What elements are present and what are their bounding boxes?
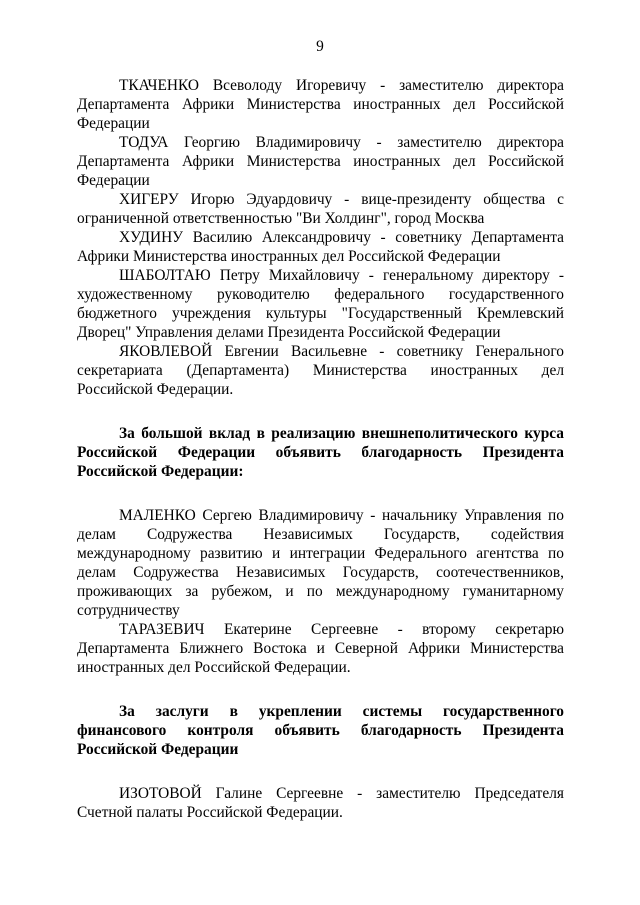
section-heading: За заслуги в укреплении системы государственного финансового контроля объявить благодарность Президента Российской Федерации <box>77 703 564 758</box>
award-entry: ШАБОЛТАЮ Петру Михайловичу - генеральному директору - художественному руководителю федерального государственного бюджетного учреждения культуры "Государственный Кремлевский Дворец" Управления делами Президента Российской Федерации <box>77 267 564 341</box>
award-entry: ХУДИНУ Василию Александровичу - советнику Департамента Африки Министерства иностранных дел Российской Федерации <box>77 229 564 265</box>
award-entry: ТОДУА Георгию Владимировичу - заместителю директора Департамента Африки Министерства иностранных дел Российской Федерации <box>77 134 564 189</box>
page-number: 9 <box>316 38 324 55</box>
award-entry: ИЗОТОВОЙ Галине Сергеевне - заместителю Председателя Счетной палаты Российской Федерации. <box>77 785 564 821</box>
award-entry: МАЛЕНКО Сергею Владимировичу - начальнику Управления по делам Содружества Независимых Государств, содействия международному развитию и интеграции Федерального агентства по делам Содружества Независимых Государств, соотечественников, проживающих за рубежом, и по международному гуманитарному сотрудничеству <box>77 507 564 619</box>
award-entry: ЯКОВЛЕВОЙ Евгении Васильевне - советнику Генерального секретариата (Департамента) Министерства иностранных дел Российской Федерации. <box>77 343 564 398</box>
award-entry: ТАРАЗЕВИЧ Екатерине Сергеевне - второму секретарю Департамента Ближнего Востока и Северной Африки Министерства иностранных дел Российской Федерации. <box>77 621 564 676</box>
section-heading: За большой вклад в реализацию внешнеполитического курса Российской Федерации объявить благодарность Президента Российской Федерации: <box>77 425 564 480</box>
document-body <box>77 76 564 822</box>
award-entry: ТКАЧЕНКО Всеволоду Игоревичу - заместителю директора Департамента Африки Министерства иностранных дел Российской Федерации <box>77 77 564 132</box>
award-entry: ХИГЕРУ Игорю Эдуардовичу - вице-президенту общества с ограниченной ответственностью "Ви Холдинг", город Москва <box>77 191 564 227</box>
